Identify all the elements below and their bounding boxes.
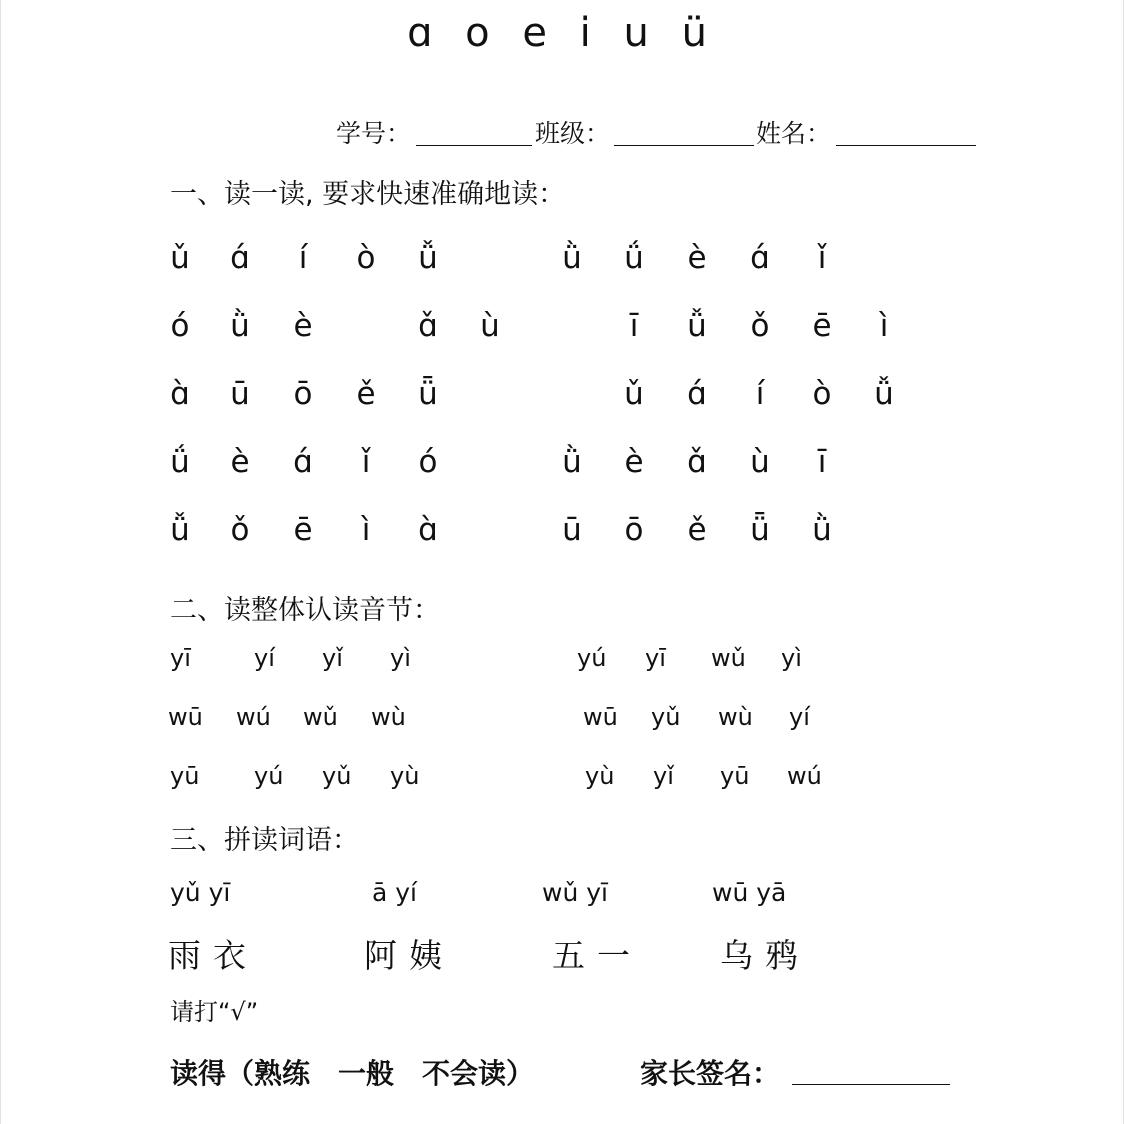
vowel-tone: ǜ [562,444,582,480]
vowel-tone: ǐ [361,444,371,480]
word-hanzi: 乌鸦 [720,936,810,975]
syllable: yú [577,644,607,672]
syllable: yī [170,644,191,672]
class-label: 班级： [535,119,611,148]
syllable: yú [254,762,284,790]
syllable: wú [236,703,271,731]
vowel-tone: ē [812,308,832,344]
word-hanzi: 五一 [552,936,642,975]
syllable: yū [170,762,200,790]
vowel-tone: ī [817,444,827,480]
syllable: yù [390,762,420,790]
vowel-tone: è [293,308,313,344]
syllable: yǔ [322,762,352,790]
word-pinyin: ā yí [372,878,418,907]
name-blank[interactable] [836,145,976,146]
vowel-tone: ɑ́ [750,240,770,276]
vowel-tone: ǜ [812,512,832,548]
vowel-tone: ì [361,512,371,548]
vowel-tone: ǚ [418,240,438,276]
vowel-tone: ǚ [170,512,190,548]
syllable: wū [168,703,203,731]
vowel-tone: ɑ́ [293,444,313,480]
vowel-tone: ò [812,376,832,412]
vowel-tone: ǔ [624,376,644,412]
vowel-tone: ó [418,444,438,480]
vowel-tone: ǚ [874,376,894,412]
vowel-tone: ɑ́ [687,376,707,412]
vowel-tone: ō [293,376,313,412]
vowel-tone: ǚ [687,308,707,344]
syllable: yǐ [653,762,674,790]
section3-heading: 三、拼读词语： [170,825,359,856]
vowel-tone: ɑ́ [230,240,250,276]
vowel-tone: ī [629,308,639,344]
vowel-tone: ɑ̀ [418,512,438,548]
vowel-tone: ɑ̌ [687,444,707,480]
vowel-tone: ɑ̌ [418,308,438,344]
page-title: ɑ o e i u ü [407,10,717,56]
vowel-tone: ē [293,512,313,548]
syllable: yì [390,644,411,672]
syllable: yí [254,644,275,672]
vowel-tone: í [755,376,765,412]
syllable: wú [787,762,822,790]
syllable: wǔ [711,644,746,672]
parent-signature-label: 家长签名： [640,1057,781,1090]
vowel-tone: ó [170,308,190,344]
vowel-tone: è [230,444,250,480]
syllable: yī [645,644,666,672]
vowel-tone: ǖ [750,512,770,548]
vowel-tone: ō [624,512,644,548]
syllable: wù [371,703,406,731]
syllable: wū [583,703,618,731]
syllable: yù [585,762,615,790]
vowel-tone: ɑ̀ [170,376,190,412]
vowel-tone: è [624,444,644,480]
word-pinyin: wū yā [712,878,787,907]
name-label: 姓名： [756,119,832,148]
vowel-tone: ǐ [817,240,827,276]
vowel-tone: è [687,240,707,276]
class-blank[interactable] [614,145,754,146]
vowel-tone: ò [356,240,376,276]
syllable: yū [720,762,750,790]
vowel-tone: ǜ [230,308,250,344]
syllable: yì [781,644,802,672]
vowel-tone: ǒ [750,308,770,344]
vowel-tone: ǘ [624,240,644,276]
syllable: yǔ [651,703,681,731]
tick-instruction: 请打“√” [170,998,259,1026]
vowel-tone: ǒ [230,512,250,548]
section1-heading: 一、读一读, 要求快速准确地读： [170,179,566,210]
word-hanzi: 雨衣 [168,936,258,975]
word-pinyin: wǔ yī [542,878,608,907]
syllable: yí [789,703,810,731]
vowel-tone: ū [562,512,582,548]
vowel-tone: ǖ [418,376,438,412]
word-pinyin: yǔ yī [170,878,231,907]
syllable: yǐ [322,644,343,672]
vowel-tone: ù [750,444,770,480]
student-number-blank[interactable] [416,145,532,146]
syllable: wǔ [303,703,338,731]
vowel-tone: ǜ [562,240,582,276]
vowel-tone: ū [230,376,250,412]
parent-signature-blank[interactable] [792,1084,950,1085]
vowel-tone: ě [356,376,376,412]
vowel-tone: ě [687,512,707,548]
vowel-tone: ù [480,308,500,344]
word-hanzi: 阿姨 [364,936,454,975]
student-number-label: 学号： [336,119,412,148]
vowel-tone: ǘ [170,444,190,480]
vowel-tone: ì [879,308,889,344]
page-edge-left [0,0,1,1124]
section2-heading: 二、读整体认读音节： [170,595,440,626]
vowel-tone: ǔ [170,240,190,276]
vowel-tone: í [298,240,308,276]
reading-level-options[interactable]: 读得（熟练 一般 不会读） [170,1057,535,1090]
syllable: wù [718,703,753,731]
